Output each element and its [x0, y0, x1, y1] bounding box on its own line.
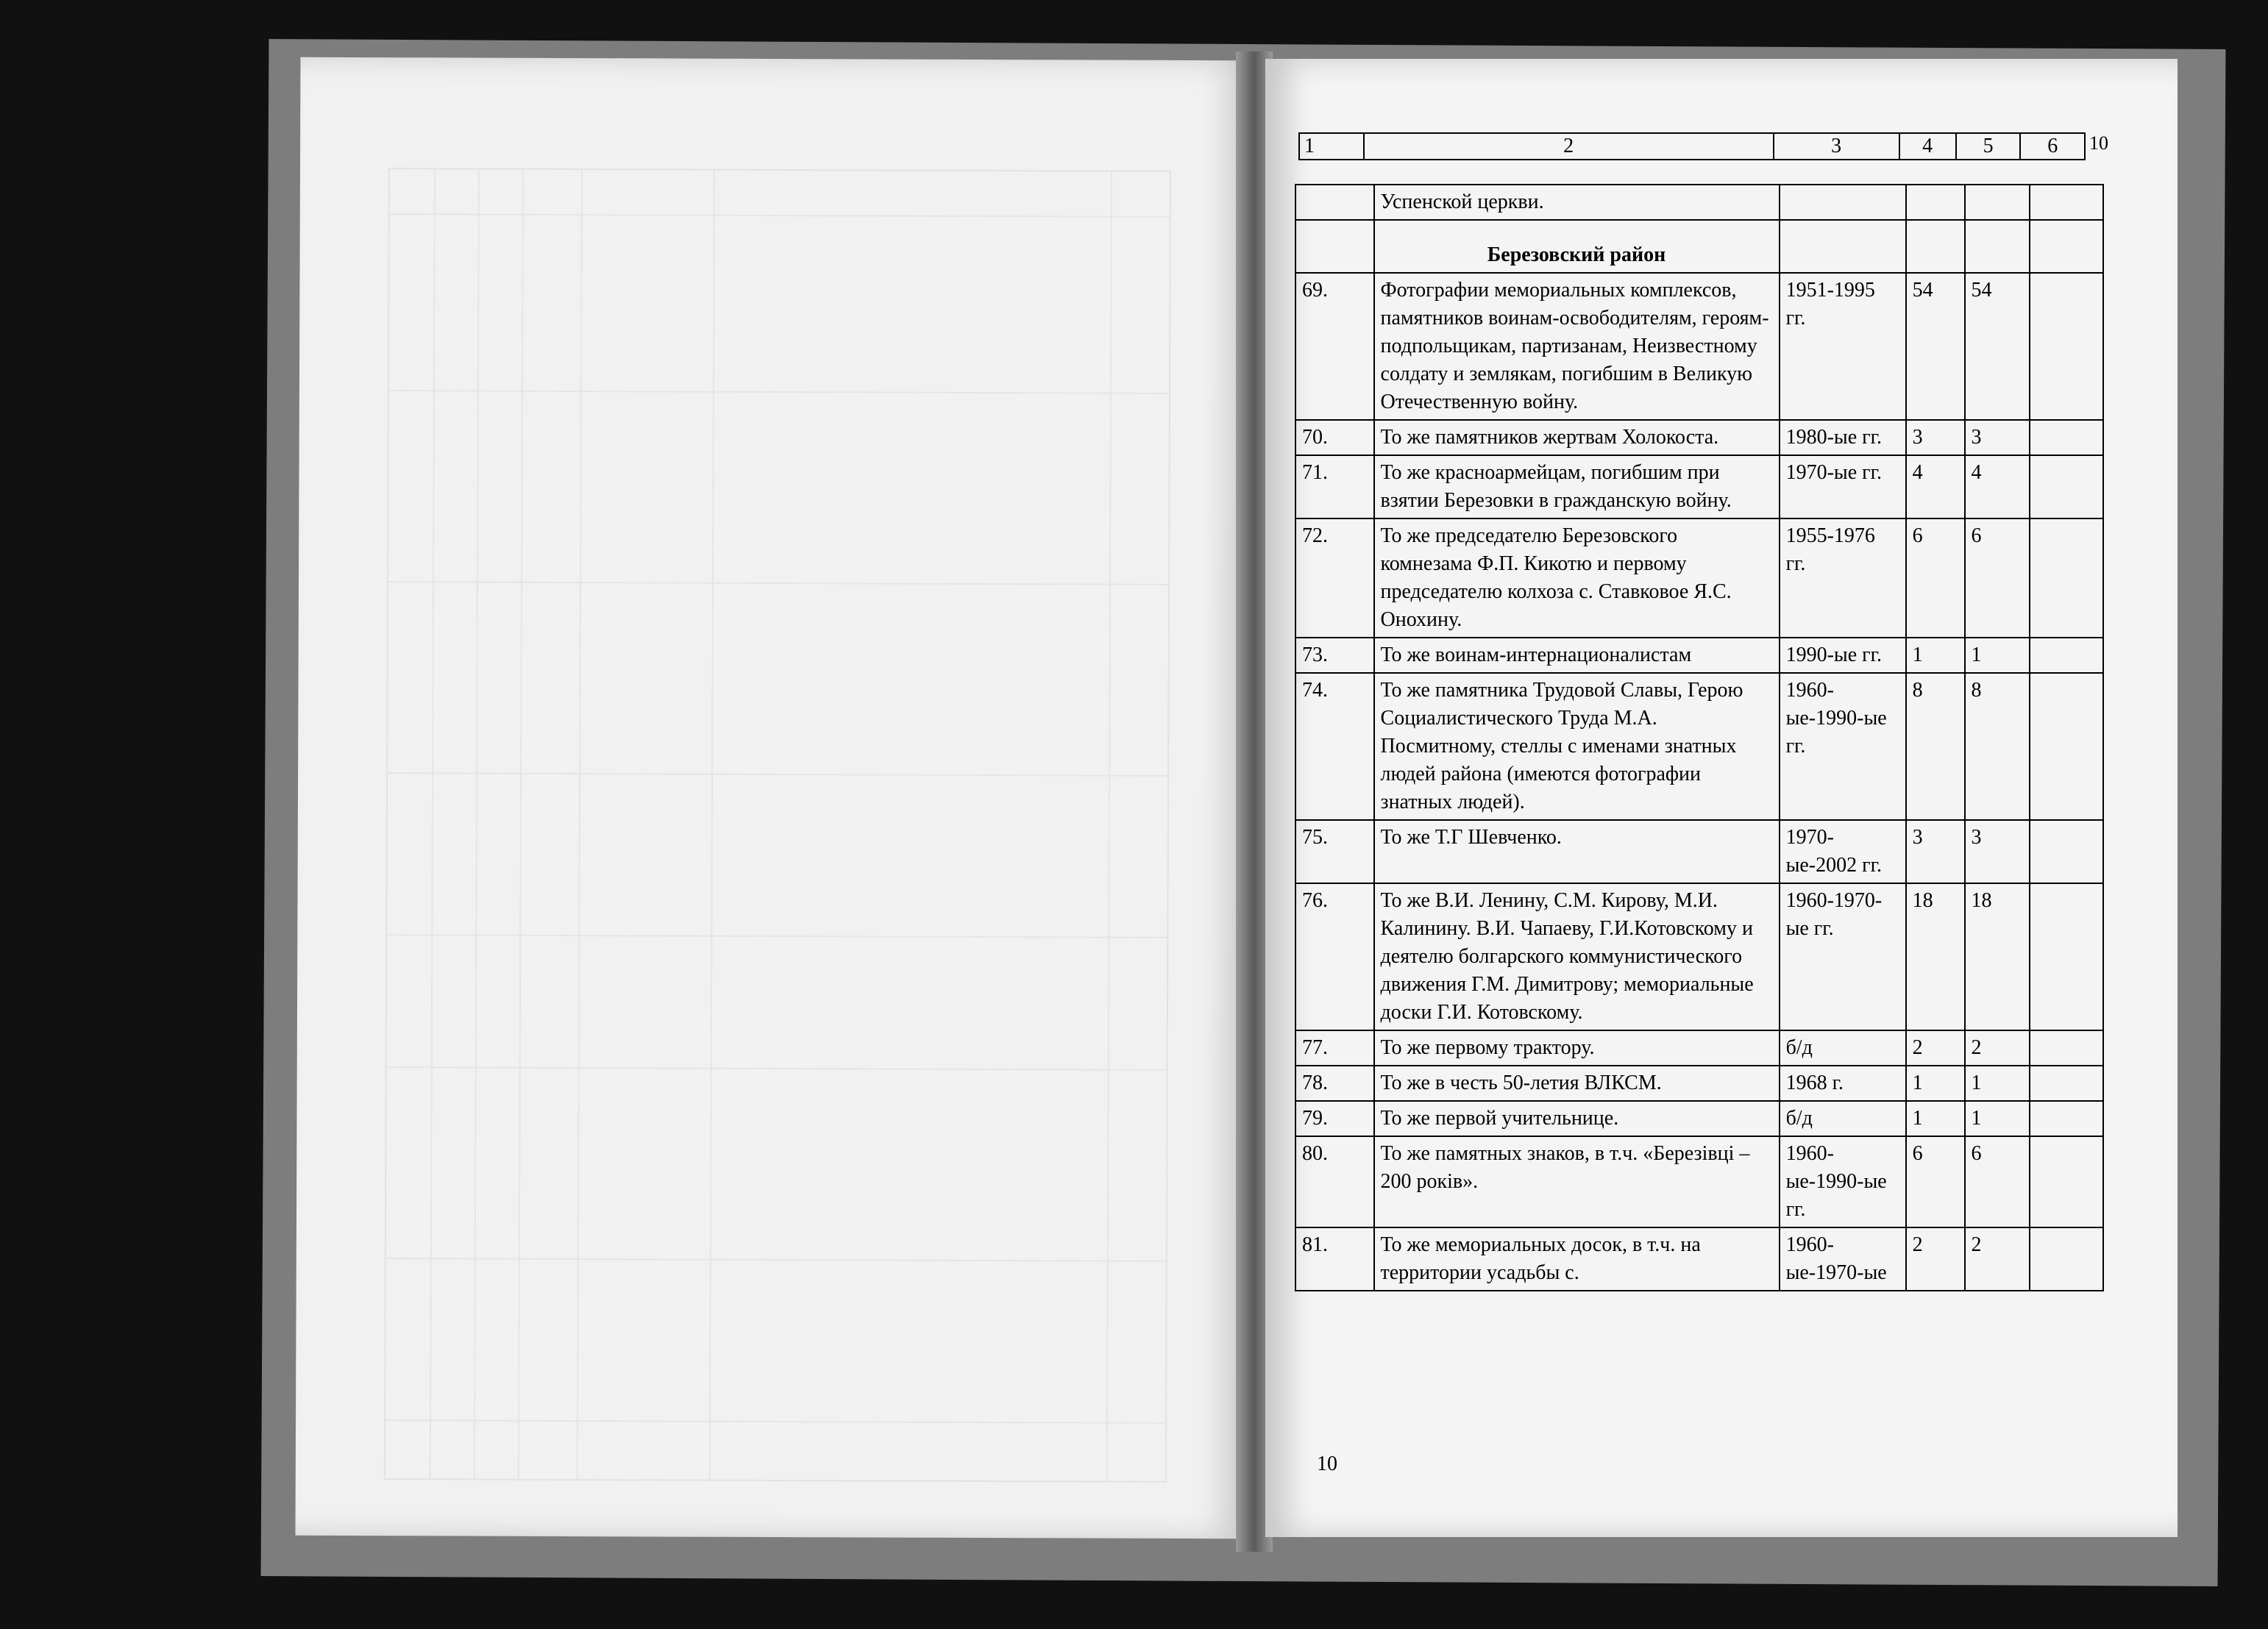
row-col-6 [2030, 518, 2103, 638]
row-description: То же первой учительнице. [1374, 1101, 1780, 1136]
district-heading: Березовский район [1374, 220, 1780, 273]
row-date: 1955-1976 гг. [1780, 518, 1906, 638]
table-row [1295, 673, 2103, 820]
row-col-6 [2030, 420, 2103, 455]
row-description: То же первому трактору. [1374, 1030, 1780, 1066]
row-count-5: 6 [1965, 518, 2030, 638]
row-col-6 [2030, 883, 2103, 1030]
row-description: Фотографии мемориальных комплексов, памятников воинам-освободителям, героям-подпольщикам, партизанам, Неизвестному солдату и землякам, погибшим в Великую Отечественную войну. [1374, 273, 1780, 420]
row-col-6 [2030, 673, 2103, 820]
row-date: 1960-ые-1970-ые [1780, 1227, 1906, 1291]
row-date: 1990-ые гг. [1780, 638, 1906, 673]
row-date: 1970-ые гг. [1780, 455, 1906, 518]
left-page-blank [295, 57, 1249, 1539]
row-number: 77. [1295, 1030, 1374, 1066]
row-col-6 [2030, 1136, 2103, 1227]
row-count-4: 54 [1906, 273, 1965, 420]
table-row [1295, 1030, 2103, 1066]
table-row [1295, 273, 2103, 420]
row-count-4: 6 [1906, 1136, 1965, 1227]
row-number: 78. [1295, 1066, 1374, 1101]
row-number: 70. [1295, 420, 1374, 455]
row-number: 71. [1295, 455, 1374, 518]
row-description: То же красноармейцам, погибшим при взятии Березовки в гражданскую войну. [1374, 455, 1780, 518]
table-row [1295, 638, 2103, 673]
side-page-number: 10 [2089, 132, 2108, 154]
row-number: 69. [1295, 273, 1374, 420]
row-number: 74. [1295, 673, 1374, 820]
row-count-5: 1 [1965, 1101, 2030, 1136]
row-count-4: 8 [1906, 673, 1965, 820]
table-row [1295, 1227, 2103, 1291]
row-count-4: 4 [1906, 455, 1965, 518]
row-count-5: 2 [1965, 1030, 2030, 1066]
row-number: 72. [1295, 518, 1374, 638]
row-date: 1960-ые-1990-ые гг. [1780, 1136, 1906, 1227]
row-count-4: 3 [1906, 420, 1965, 455]
row-date: 1968 г. [1780, 1066, 1906, 1101]
row-count-5: 3 [1965, 420, 2030, 455]
row-number: 80. [1295, 1136, 1374, 1227]
row-count-4: 1 [1906, 638, 1965, 673]
row-description: То же воинам-интернационалистам [1374, 638, 1780, 673]
table-row [1295, 883, 2103, 1030]
header-col-1: 1 [1299, 133, 1364, 160]
table-row [1295, 420, 2103, 455]
header-col-2: 2 [1364, 133, 1774, 160]
row-col-6 [2030, 1227, 2103, 1291]
header-col-4: 4 [1899, 133, 1956, 160]
continuation-text: Успенской церкви. [1374, 185, 1780, 220]
table-row [1295, 820, 2103, 883]
row-date: 1960-1970-ые гг. [1780, 883, 1906, 1030]
header-col-5: 5 [1956, 133, 2021, 160]
row-count-4: 6 [1906, 518, 1965, 638]
table-row [1295, 1066, 2103, 1101]
row-description: То же Т.Г Шевченко. [1374, 820, 1780, 883]
table-row [1295, 455, 2103, 518]
row-col-6 [2030, 1101, 2103, 1136]
row-description: То же памятных знаков, в т.ч. «Березівці – 200 років». [1374, 1136, 1780, 1227]
bleed-through-table [384, 168, 1171, 1483]
page-number: 10 [1317, 1452, 1337, 1475]
header-col-3: 3 [1774, 133, 1899, 160]
district-row [1295, 220, 2103, 273]
row-col-6 [2030, 1030, 2103, 1066]
row-number: 76. [1295, 883, 1374, 1030]
row-date: б/д [1780, 1101, 1906, 1136]
inventory-table [1295, 184, 2104, 1291]
row-date: 1980-ые гг. [1780, 420, 1906, 455]
row-date: 1970-ые-2002 гг. [1780, 820, 1906, 883]
row-description: То же мемориальных досок, в т.ч. на территории усадьбы с. [1374, 1227, 1780, 1291]
row-number: 81. [1295, 1227, 1374, 1291]
row-number: 73. [1295, 638, 1374, 673]
row-count-4: 2 [1906, 1030, 1965, 1066]
row-date: б/д [1780, 1030, 1906, 1066]
table-row [1295, 1136, 2103, 1227]
row-count-4: 2 [1906, 1227, 1965, 1291]
row-count-4: 1 [1906, 1066, 1965, 1101]
table-row [1295, 1101, 2103, 1136]
row-count-5: 4 [1965, 455, 2030, 518]
row-col-6 [2030, 638, 2103, 673]
row-col-6 [2030, 455, 2103, 518]
row-count-5: 8 [1965, 673, 2030, 820]
row-number: 79. [1295, 1101, 1374, 1136]
row-count-5: 2 [1965, 1227, 2030, 1291]
row-col-6 [2030, 820, 2103, 883]
row-description: То же памятника Трудовой Славы, Герою Социалистического Труда М.А. Посмитному, стеллы с именами знатных людей района (имеются фотографии знатных людей). [1374, 673, 1780, 820]
row-count-5: 1 [1965, 638, 2030, 673]
row-count-4: 3 [1906, 820, 1965, 883]
continuation-row [1295, 185, 2103, 220]
row-description: То же председателю Березовского комнезама Ф.П. Кикотю и первому председателю колхоза с. Ставковое Я.С. Онохину. [1374, 518, 1780, 638]
row-description: То же В.И. Ленину, С.М. Кирову, М.И. Калинину. В.И. Чапаеву, Г.И.Котовскому и деятелю болгарского коммунистического движения Г.М. Димитрову; мемориальные доски Г.И. Котовскому. [1374, 883, 1780, 1030]
row-description: То же памятников жертвам Холокоста. [1374, 420, 1780, 455]
row-count-5: 54 [1965, 273, 2030, 420]
column-number-header [1298, 132, 2086, 160]
row-description: То же в честь 50-летия ВЛКСМ. [1374, 1066, 1780, 1101]
header-col-6: 6 [2020, 133, 2085, 160]
row-date: 1951-1995 гг. [1780, 273, 1906, 420]
row-count-5: 6 [1965, 1136, 2030, 1227]
row-col-6 [2030, 273, 2103, 420]
row-count-5: 18 [1965, 883, 2030, 1030]
row-number: 75. [1295, 820, 1374, 883]
row-count-4: 1 [1906, 1101, 1965, 1136]
row-date: 1960-ые-1990-ые гг. [1780, 673, 1906, 820]
row-count-4: 18 [1906, 883, 1965, 1030]
table-row [1295, 518, 2103, 638]
row-count-5: 3 [1965, 820, 2030, 883]
row-count-5: 1 [1965, 1066, 2030, 1101]
row-col-6 [2030, 1066, 2103, 1101]
